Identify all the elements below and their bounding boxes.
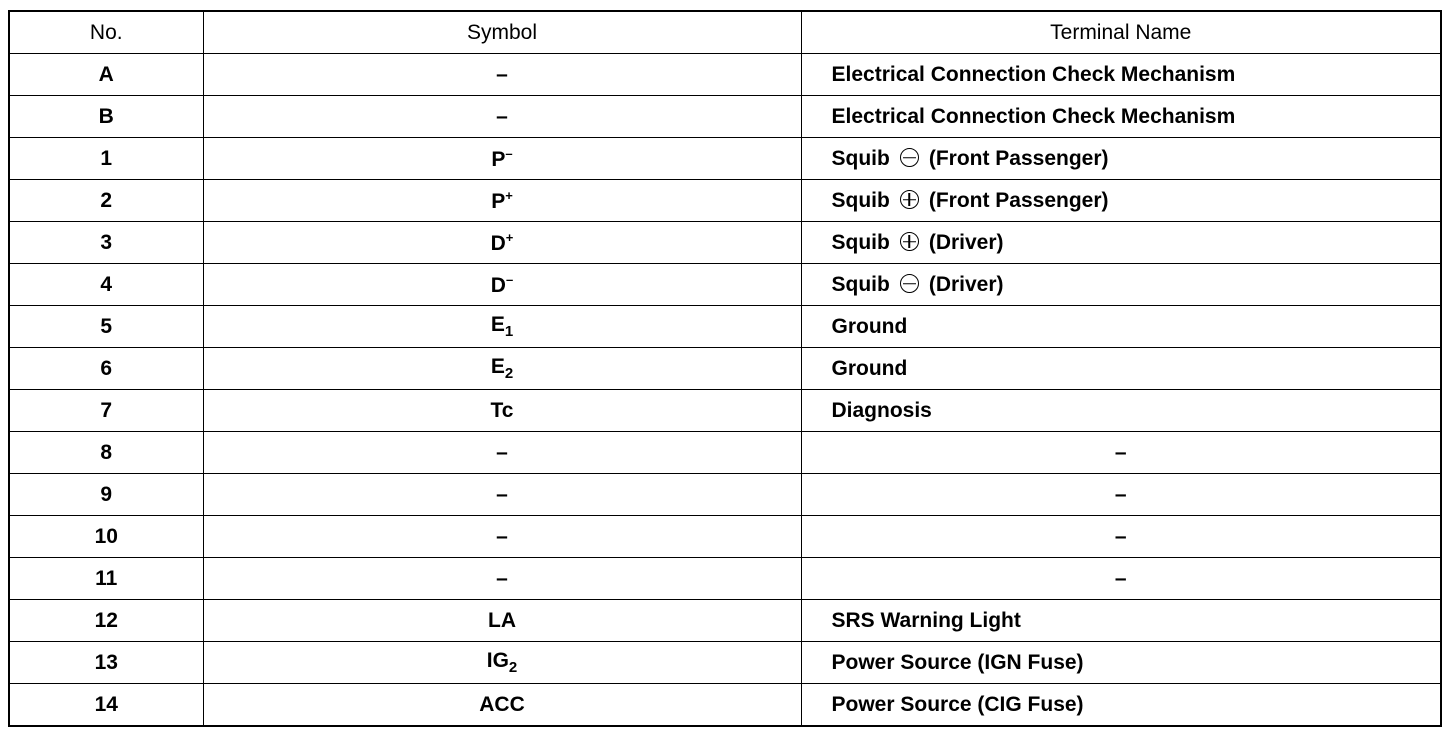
table-row — [9, 558, 1441, 600]
table-row — [9, 348, 1441, 390]
symbol-base: D — [490, 274, 506, 297]
table-row — [9, 222, 1441, 264]
symbol-base: D — [490, 232, 506, 255]
terminal-name-text: – — [1114, 525, 1127, 548]
cell-terminal-name — [801, 516, 1441, 558]
symbol-base: Tc — [490, 399, 514, 422]
symbol-superscript: – — [505, 272, 514, 287]
symbol-base: ACC — [479, 693, 525, 716]
terminal-name-text: SRS Warning Light — [831, 609, 1021, 632]
cell-symbol — [203, 600, 801, 642]
symbol-superscript: + — [505, 230, 514, 245]
table-row — [9, 54, 1441, 96]
cell-terminal-name — [801, 180, 1441, 222]
terminal-name-text: Electrical Connection Check Mechanism — [831, 63, 1236, 86]
cell-no: 13 — [9, 642, 203, 684]
terminal-name-text: Squib — [831, 147, 890, 170]
terminal-name-text: – — [1114, 567, 1127, 590]
cell-no: 10 — [9, 516, 203, 558]
symbol-base: – — [496, 105, 508, 128]
cell-symbol — [203, 558, 801, 600]
cell-no: 5 — [9, 306, 203, 348]
terminal-name-text: Ground — [831, 315, 908, 338]
cell-terminal-name — [801, 222, 1441, 264]
cell-symbol — [203, 390, 801, 432]
terminal-name-text: Power Source (CIG Fuse) — [831, 693, 1084, 716]
cell-symbol — [203, 474, 801, 516]
cell-terminal-name — [801, 348, 1441, 390]
cell-no: 12 — [9, 600, 203, 642]
cell-terminal-name — [801, 96, 1441, 138]
table-row — [9, 684, 1441, 727]
terminal-name-text: Power Source (IGN Fuse) — [831, 651, 1084, 674]
table-row — [9, 390, 1441, 432]
symbol-base: – — [496, 441, 508, 464]
terminal-name-text: Diagnosis — [831, 399, 932, 422]
cell-no: A — [9, 54, 203, 96]
terminal-name-text: (Driver) — [928, 273, 1004, 296]
symbol-base: IG — [486, 649, 509, 672]
cell-terminal-name — [801, 474, 1441, 516]
cell-symbol — [203, 684, 801, 727]
minus-circle-icon — [900, 148, 919, 167]
terminal-name-text: – — [1114, 441, 1127, 464]
symbol-base: LA — [488, 609, 516, 632]
table-row — [9, 180, 1441, 222]
cell-no: 14 — [9, 684, 203, 727]
symbol-superscript: + — [505, 188, 513, 203]
table-row — [9, 138, 1441, 180]
symbol-superscript: – — [505, 146, 513, 161]
terminal-name-text: Squib — [831, 231, 890, 254]
cell-no: 11 — [9, 558, 203, 600]
cell-symbol — [203, 264, 801, 306]
cell-terminal-name — [801, 432, 1441, 474]
symbol-subscript: 2 — [504, 365, 514, 382]
terminal-name-text: (Front Passenger) — [928, 189, 1109, 212]
terminal-name-text: Squib — [831, 189, 890, 212]
table-row — [9, 432, 1441, 474]
terminal-name-text: (Front Passenger) — [928, 147, 1109, 170]
cell-terminal-name — [801, 558, 1441, 600]
cell-symbol — [203, 54, 801, 96]
symbol-subscript: 1 — [504, 323, 514, 340]
symbol-base: E — [490, 355, 505, 378]
table-row — [9, 642, 1441, 684]
cell-symbol — [203, 432, 801, 474]
table-row — [9, 600, 1441, 642]
symbol-base: – — [496, 483, 508, 506]
table-row — [9, 474, 1441, 516]
cell-symbol — [203, 96, 801, 138]
cell-symbol — [203, 306, 801, 348]
cell-no: 6 — [9, 348, 203, 390]
table-header-row — [9, 11, 1441, 54]
cell-terminal-name — [801, 306, 1441, 348]
symbol-base: P — [491, 190, 506, 213]
minus-circle-icon — [900, 274, 919, 293]
terminal-name-text: Squib — [831, 273, 890, 296]
cell-symbol — [203, 180, 801, 222]
header-symbol: Symbol — [203, 11, 801, 54]
cell-no: B — [9, 96, 203, 138]
cell-terminal-name — [801, 264, 1441, 306]
cell-symbol — [203, 222, 801, 264]
terminal-name-text: – — [1114, 483, 1127, 506]
cell-no: 2 — [9, 180, 203, 222]
symbol-base: E — [490, 313, 505, 336]
table-row — [9, 264, 1441, 306]
table-body — [9, 54, 1441, 727]
cell-terminal-name — [801, 390, 1441, 432]
cell-symbol — [203, 516, 801, 558]
cell-no: 8 — [9, 432, 203, 474]
terminal-table — [8, 10, 1442, 727]
cell-terminal-name — [801, 138, 1441, 180]
cell-terminal-name — [801, 684, 1441, 727]
symbol-subscript: 2 — [508, 659, 518, 676]
cell-symbol — [203, 348, 801, 390]
header-no: No. — [9, 11, 203, 54]
cell-symbol — [203, 138, 801, 180]
cell-terminal-name — [801, 600, 1441, 642]
table-row — [9, 516, 1441, 558]
terminal-name-text: Ground — [831, 357, 908, 380]
symbol-base: – — [496, 525, 508, 548]
terminal-name-text: (Driver) — [928, 231, 1004, 254]
cell-no: 1 — [9, 138, 203, 180]
cell-symbol — [203, 642, 801, 684]
table-row — [9, 96, 1441, 138]
cell-terminal-name — [801, 54, 1441, 96]
plus-circle-icon — [900, 190, 919, 209]
cell-no: 9 — [9, 474, 203, 516]
cell-no: 7 — [9, 390, 203, 432]
symbol-base: – — [496, 567, 508, 590]
terminal-name-text: Electrical Connection Check Mechanism — [831, 105, 1236, 128]
table-row — [9, 306, 1441, 348]
cell-terminal-name — [801, 642, 1441, 684]
cell-no: 4 — [9, 264, 203, 306]
plus-circle-icon — [900, 232, 919, 251]
symbol-base: P — [491, 148, 506, 171]
header-terminal-name: Terminal Name — [801, 11, 1441, 54]
cell-no: 3 — [9, 222, 203, 264]
symbol-base: – — [496, 63, 508, 86]
